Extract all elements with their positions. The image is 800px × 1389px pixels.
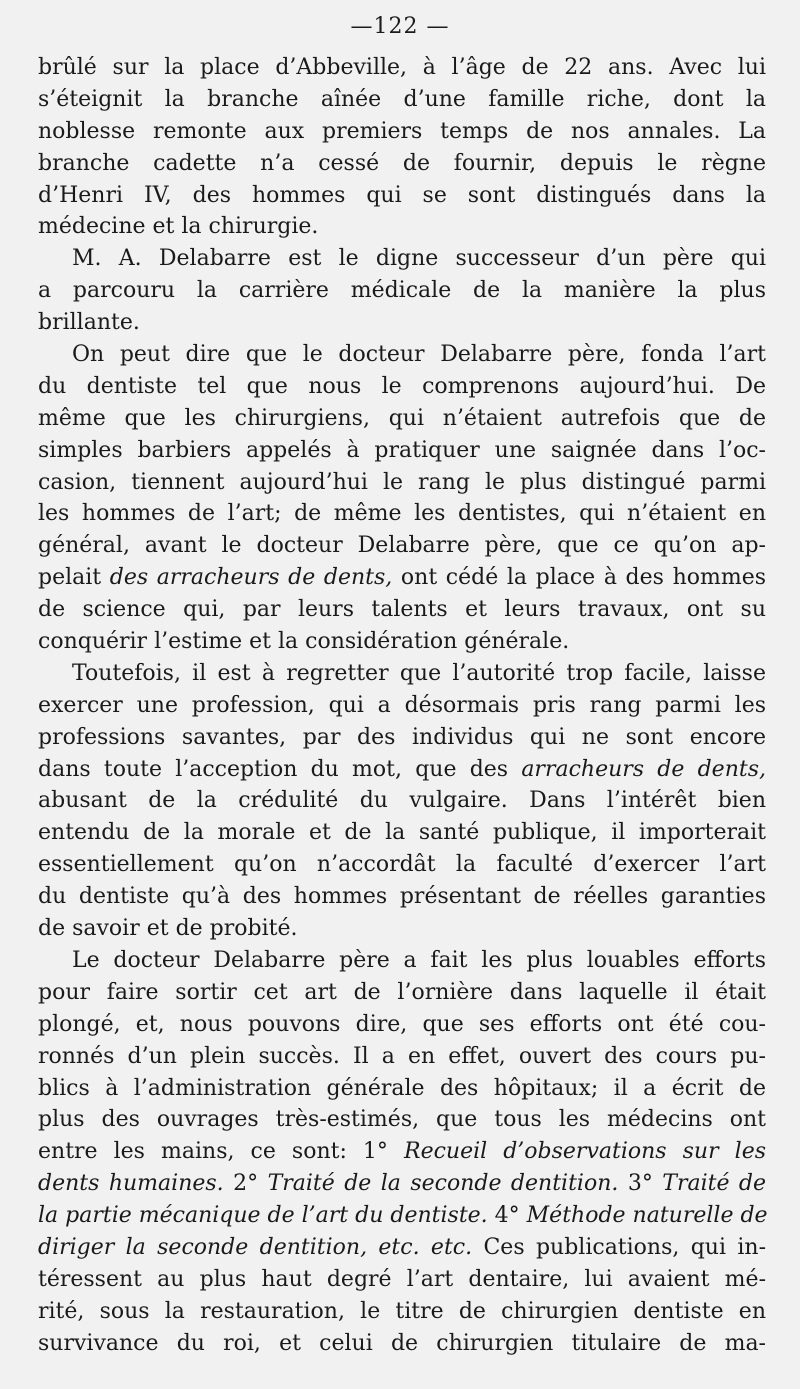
- text-segment: de science qui, par leurs talents et leurs travaux, ont su: [38, 597, 766, 623]
- text-line: [38, 1073, 766, 1105]
- text-segment: 4°: [487, 1203, 527, 1229]
- text-segment: exercer une profession, qui a désormais pris rang parmi les: [38, 692, 766, 718]
- text-segment: brûlé sur la place d’Abbeville, à l’âge de 22 ans. Avec lui: [38, 55, 766, 80]
- text-line: [38, 945, 766, 977]
- text-segment: a parcouru la carrière médicale de la manière la plus: [38, 278, 766, 304]
- text-line: [38, 658, 766, 690]
- text-line: [38, 754, 766, 786]
- text-segment: survivance du roi, et celui de chirurgien titulaire de ma-: [38, 1330, 766, 1356]
- text-line: [38, 116, 766, 148]
- body-text: [38, 52, 766, 1360]
- text-segment: dans toute l’acception du mot, que des: [38, 756, 522, 782]
- italic-text: Traité de: [662, 1171, 767, 1197]
- text-line: [38, 817, 766, 849]
- text-line: [38, 467, 766, 499]
- text-segment: entendu de la morale et de la santé publique, il importerait: [38, 820, 766, 846]
- text-line: [38, 881, 766, 913]
- text-line: [38, 1232, 766, 1264]
- text-segment: général, avant le docteur Delabarre père, que ce qu’on ap-: [38, 533, 766, 559]
- text-segment: branche cadette n’a cessé de fournir, depuis le règne: [38, 150, 766, 176]
- text-line: [38, 1264, 766, 1296]
- text-segment: conquérir l’estime et la considération générale.: [38, 629, 570, 655]
- page-number: —122 —: [350, 14, 450, 39]
- text-line: [38, 275, 766, 307]
- text-segment: essentiellement qu’on n’accordât la faculté d’exercer l’art: [38, 852, 766, 878]
- text-segment: abusant de la crédulité du vulgaire. Dans l’intérêt bien: [38, 788, 766, 814]
- text-segment: 3°: [618, 1171, 663, 1197]
- text-line: [38, 562, 766, 594]
- text-line: [38, 849, 766, 881]
- text-line: [38, 148, 766, 180]
- text-segment: plus des ouvrages très-estimés, que tous les médecins ont: [38, 1107, 766, 1133]
- italic-text: Méthode naturelle de: [526, 1203, 768, 1229]
- text-segment: Le docteur Delabarre père a fait les plus louables efforts: [72, 947, 766, 973]
- text-segment: du dentiste qu’à des hommes présentant de réelles garanties: [38, 884, 766, 910]
- italic-text: Recueil d’observations sur les: [404, 1139, 767, 1165]
- italic-text: des arracheurs de dents,: [109, 565, 393, 591]
- text-segment: médecine et la chirurgie.: [38, 214, 319, 240]
- text-line: [38, 1009, 766, 1041]
- text-line: [38, 84, 766, 116]
- text-line: [38, 371, 766, 403]
- italic-text: diriger la seconde dentition, etc. etc.: [38, 1234, 473, 1260]
- text-segment: les hommes de l’art; de même les dentistes, qui n’étaient en: [38, 501, 766, 527]
- text-segment: simples barbiers appelés à pratiquer une saignée dans l’oc-: [38, 437, 766, 463]
- text-line: [38, 180, 766, 212]
- text-line: [38, 626, 766, 658]
- text-segment: du dentiste tel que nous le comprenons aujourd’hui. De: [38, 373, 766, 399]
- text-segment: même que les chirurgiens, qui n’étaient autrefois que de: [38, 405, 766, 431]
- text-line: [38, 1168, 766, 1200]
- text-segment: ont cédé la place à des hommes: [392, 565, 767, 591]
- text-line: [38, 1328, 766, 1360]
- text-line: [38, 1104, 766, 1136]
- text-line: [38, 1296, 766, 1328]
- text-line: [38, 977, 766, 1009]
- italic-text: dents humaines.: [38, 1171, 224, 1197]
- text-segment: noblesse remonte aux premiers temps de nos annales. La: [38, 118, 766, 144]
- text-line: [38, 913, 766, 945]
- text-segment: ronnés d’un plein succès. Il a en effet, ouvert des cours pu-: [38, 1043, 766, 1069]
- text-segment: plongé, et, nous pouvons dire, que ses efforts ont été cou-: [38, 1011, 766, 1037]
- text-segment: téressent au plus haut degré l’art dentaire, lui avaient mé-: [38, 1266, 766, 1292]
- text-line: [38, 1136, 766, 1168]
- text-segment: de savoir et de probité.: [38, 916, 298, 942]
- text-segment: Toutefois, il est à regretter que l’autorité trop facile, laisse: [72, 660, 766, 686]
- text-segment: s’éteignit la branche aînée d’une famille riche, dont la: [38, 86, 766, 112]
- text-line: [38, 52, 766, 84]
- italic-text: Traité de la seconde dentition.: [267, 1171, 619, 1197]
- text-line: [38, 307, 766, 339]
- text-line: [38, 339, 766, 371]
- text-line: [38, 530, 766, 562]
- text-line: [38, 403, 766, 435]
- text-line: [38, 785, 766, 817]
- text-segment: 2°: [223, 1171, 268, 1197]
- italic-text: arracheurs de dents,: [521, 756, 766, 782]
- text-segment: pour faire sortir cet art de l’ornière dans laquelle il était: [38, 979, 766, 1005]
- text-segment: M. A. Delabarre est le digne successeur d’un père qui: [72, 246, 766, 272]
- text-line: [38, 594, 766, 626]
- text-segment: entre les mains, ce sont: 1°: [38, 1139, 404, 1165]
- text-line: [38, 1041, 766, 1073]
- text-line: [38, 722, 766, 754]
- text-segment: casion, tiennent aujourd’hui le rang le plus distingué parmi: [38, 469, 766, 495]
- text-segment: pelait: [38, 565, 110, 591]
- text-line: [38, 690, 766, 722]
- text-line: [38, 435, 766, 467]
- text-segment: rité, sous la restauration, le titre de chirurgien dentiste en: [38, 1298, 766, 1324]
- italic-text: la partie mécanique de l’art du dentiste.: [38, 1203, 488, 1229]
- text-line: [38, 243, 766, 275]
- text-line: [38, 211, 766, 243]
- text-segment: blics à l’administration générale des hôpitaux; il a écrit de: [38, 1075, 766, 1101]
- text-line: [38, 498, 766, 530]
- text-segment: On peut dire que le docteur Delabarre père, fonda l’art: [72, 342, 766, 368]
- text-segment: Ces publications, qui in-: [472, 1234, 767, 1260]
- text-segment: d’Henri IV, des hommes qui se sont distingués dans la: [38, 182, 766, 208]
- text-line: [38, 1200, 766, 1232]
- text-segment: brillante.: [38, 310, 140, 336]
- text-segment: professions savantes, par des individus qui ne sont encore: [38, 724, 766, 750]
